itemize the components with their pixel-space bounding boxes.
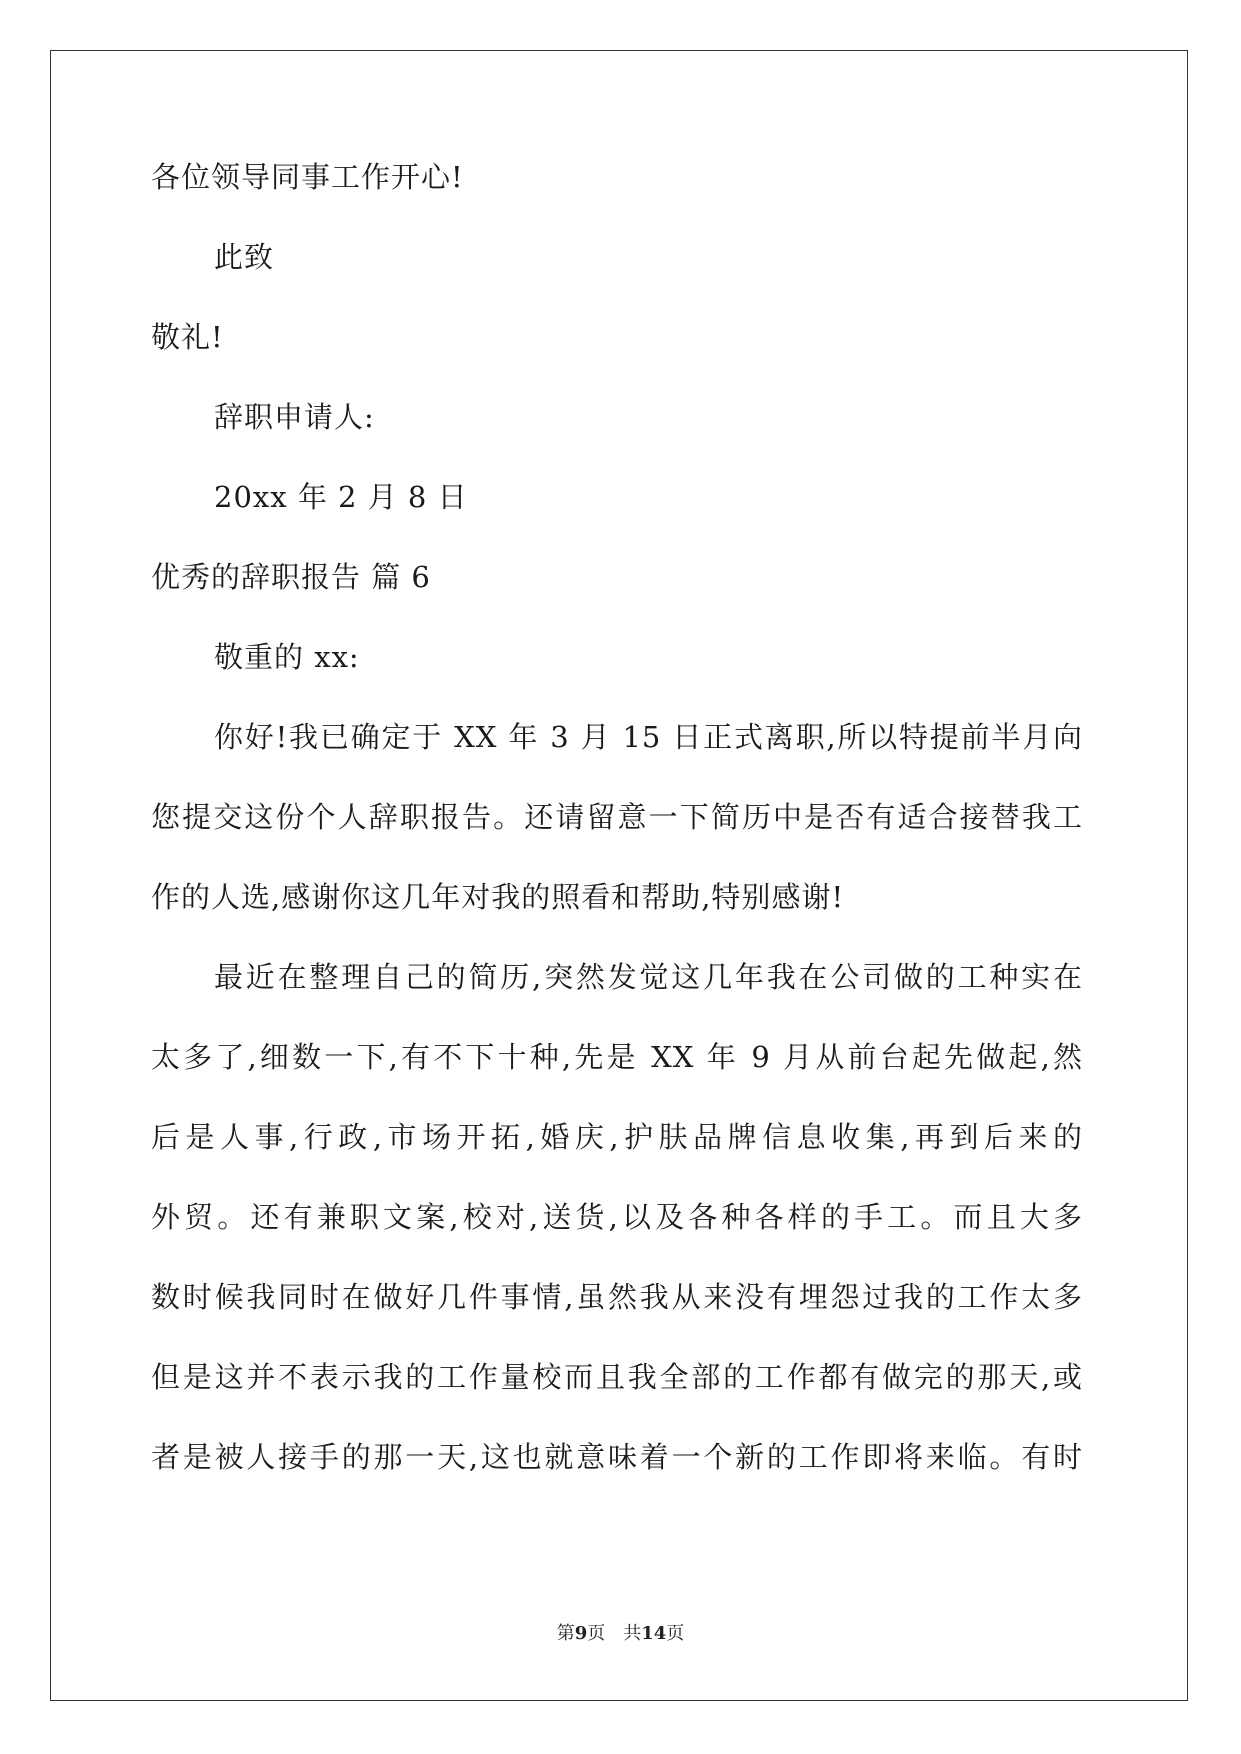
page-suffix: 页 — [587, 1623, 606, 1644]
paragraph-line: 数时候我同时在做好几件事情,虽然我从来没有埋怨过我的工作太多 — [151, 1280, 1083, 1314]
paragraph-line: 外贸。还有兼职文案,校对,送货,以及各种各样的手工。而且大多 — [151, 1200, 1083, 1234]
page-footer — [0, 1619, 1241, 1645]
section-heading: 优秀的辞职报告 篇 6 — [151, 560, 431, 594]
page-prefix: 第 — [556, 1623, 575, 1644]
paragraph-line: 最近在整理自己的简历,突然发觉这几年我在公司做的工种实在 — [214, 960, 1083, 994]
paragraph-line: 但是这并不表示我的工作量校而且我全部的工作都有做完的那天,或 — [151, 1360, 1083, 1394]
salutation-jingli: 敬礼! — [151, 320, 224, 354]
total-pages: 14 — [641, 1623, 667, 1644]
document-body — [151, 162, 1083, 1522]
paragraph-line: 者是被人接手的那一天,这也就意味着一个新的工作即将来临。有时 — [151, 1440, 1083, 1474]
paragraph-line: 您提交这份个人辞职报告。还请留意一下简历中是否有适合接替我工 — [151, 800, 1083, 834]
total-prefix: 共 — [623, 1623, 642, 1644]
paragraph-line: 后是人事,行政,市场开拓,婚庆,护肤品牌信息收集,再到后来的 — [151, 1120, 1083, 1154]
paragraph-line: 你好!我已确定于 XX 年 3 月 15 日正式离职,所以特提前半月向 — [214, 720, 1083, 754]
paragraph-line: 作的人选,感谢你这几年对我的照看和帮助,特别感谢! — [151, 880, 845, 914]
signature-label: 辞职申请人: — [214, 400, 375, 434]
paragraph-line: 太多了,细数一下,有不下十种,先是 XX 年 9 月从前台起先做起,然 — [151, 1040, 1083, 1074]
total-suffix: 页 — [666, 1623, 685, 1644]
salutation-cizhi: 此致 — [214, 240, 275, 274]
closing-wish-line: 各位领导同事工作开心! — [151, 160, 464, 194]
page-number: 9 — [574, 1623, 588, 1644]
signature-date: 20xx 年 2 月 8 日 — [214, 480, 468, 514]
letter-greeting: 敬重的 xx: — [214, 640, 360, 674]
